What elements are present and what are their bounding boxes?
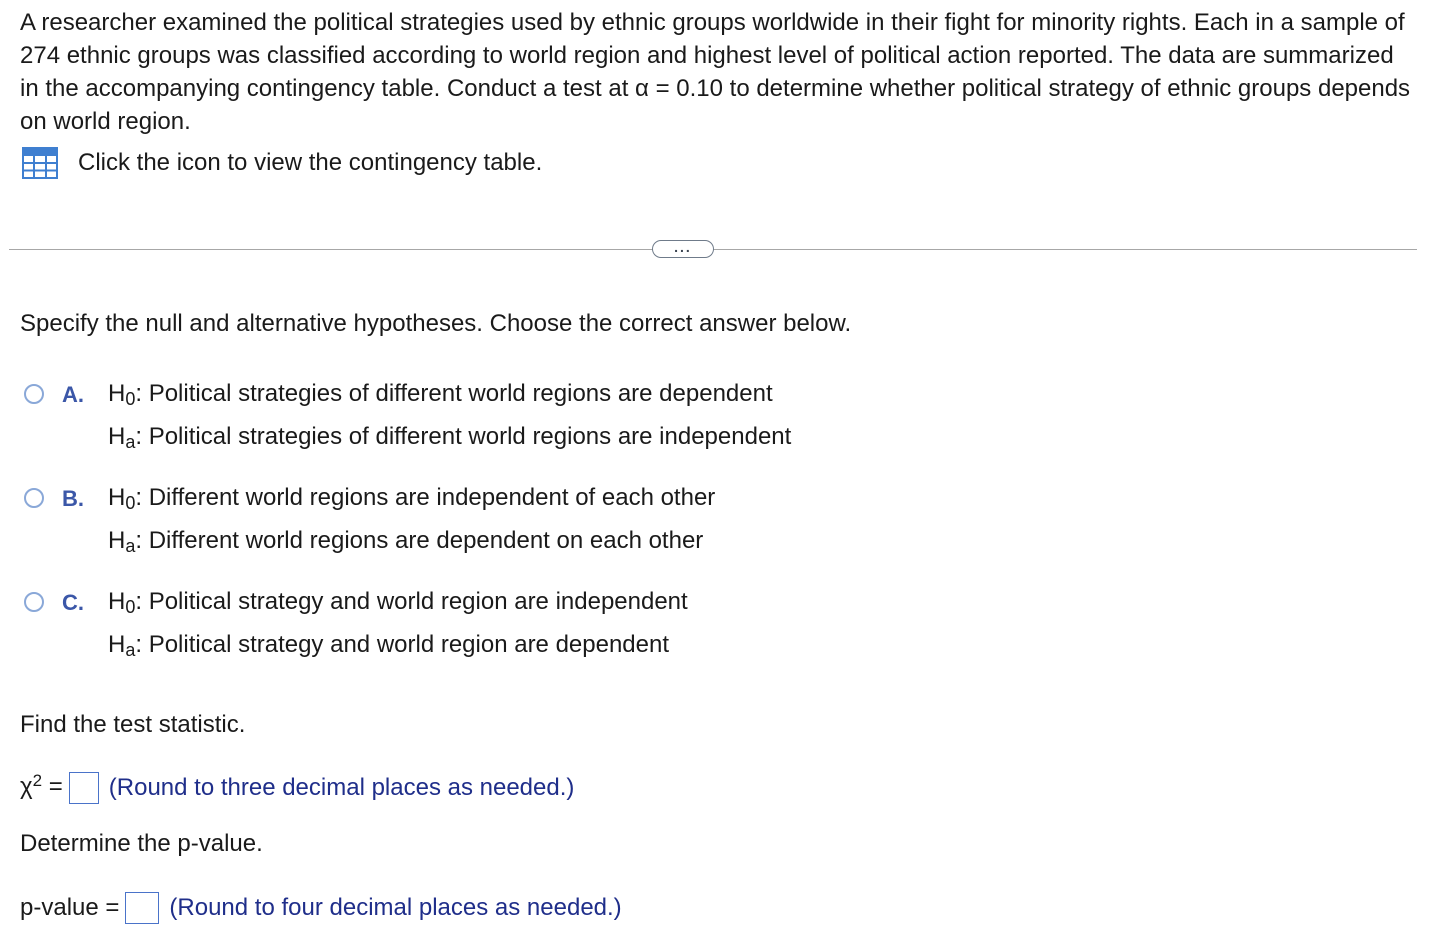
alternative-hypothesis-a: $H_a$: Political strategies of different world regions are independent <box>108 423 792 452</box>
radio-button-a[interactable] <box>24 384 44 404</box>
chi-square-symbol: $\chi^2$ = <box>20 771 63 800</box>
choice-c[interactable] <box>24 587 1024 667</box>
question-text: A researcher examined the political strategies used by ethnic groups worldwide in their fight for minority rights. Each in a sample of 274 ethnic groups was classified according to world region and highest level of political action reported. The data are summarized in the accompanying contingency table. Conduct a test at α = 0.10 to determine whether political strategy of ethnic groups depends on world region. <box>20 9 1411 135</box>
table-grid-icon[interactable] <box>22 147 58 179</box>
p-value-hint: (Round to four decimal places as needed.) <box>169 894 622 921</box>
radio-button-b[interactable] <box>24 488 44 508</box>
choice-letter-a: A. <box>62 382 84 407</box>
null-hypothesis-b: $H_0$: Different world regions are independent of each other <box>108 484 716 513</box>
p-value-label: p-value = <box>20 894 120 921</box>
test-statistic-prompt: Find the test statistic. <box>20 711 246 738</box>
radio-button-c[interactable] <box>24 592 44 612</box>
test-statistic-row <box>20 770 574 805</box>
choice-b[interactable] <box>24 483 1024 563</box>
p-value-prompt: Determine the p-value. <box>20 830 263 857</box>
alternative-hypothesis-b: $H_a$: Different world regions are dependent on each other <box>108 527 704 556</box>
null-hypothesis-c: $H_0$: Political strategy and world region are independent <box>108 588 688 617</box>
contingency-table-link[interactable] <box>22 146 542 179</box>
p-value-row <box>20 891 622 924</box>
choice-letter-c: C. <box>62 590 84 615</box>
null-hypothesis-a: $H_0$: Political strategies of different world regions are dependent <box>108 380 773 409</box>
contingency-table-link-label[interactable]: Click the icon to view the contingency table. <box>78 149 543 176</box>
p-value-input[interactable] <box>125 892 159 924</box>
choice-a[interactable] <box>24 379 1024 459</box>
test-statistic-hint: (Round to three decimal places as needed.) <box>108 774 575 801</box>
test-statistic-input[interactable] <box>69 772 99 804</box>
alternative-hypothesis-c: $H_a$: Political strategy and world region are dependent <box>108 631 670 660</box>
hypotheses-prompt: Specify the null and alternative hypotheses. Choose the correct answer below. <box>20 310 852 337</box>
more-dots-icon: ... <box>674 239 692 255</box>
choice-letter-b: B. <box>62 486 84 511</box>
more-button[interactable] <box>652 240 714 258</box>
